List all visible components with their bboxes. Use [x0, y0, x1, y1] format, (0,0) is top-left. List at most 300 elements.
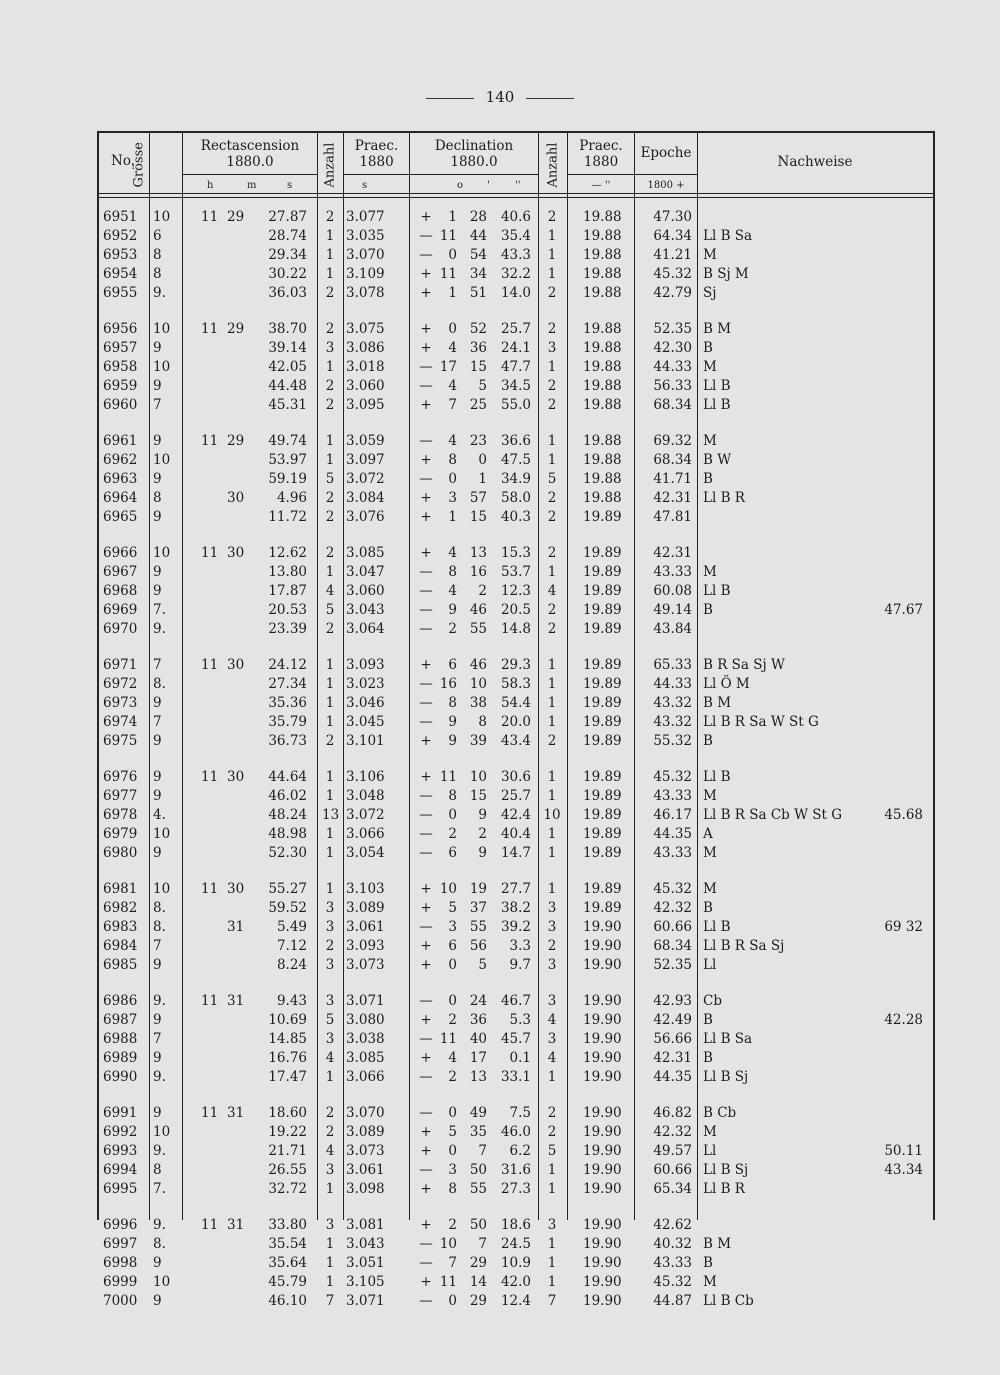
cell-decl-precession: 19.90 [583, 919, 622, 935]
cell-decl-degrees: 10 [439, 1236, 457, 1252]
cell-decl-precession: 19.89 [583, 676, 622, 692]
cell-decl-seconds: 27.7 [500, 881, 531, 897]
cell-decl-count: 10 [543, 807, 561, 823]
cell-ra-seconds: 48.98 [268, 826, 307, 842]
cell-decl-minutes: 52 [469, 321, 487, 337]
cell-decl-degrees: 10 [439, 881, 457, 897]
cell-star-number: 6985 [103, 957, 138, 973]
header-ra-unit-s: s [287, 180, 293, 191]
cell-references: B [703, 1050, 713, 1066]
cell-decl-minutes: 15 [469, 509, 487, 525]
cell-ra-count: 1 [325, 695, 335, 711]
cell-decl-degrees: 9 [448, 733, 457, 749]
cell-decl-degrees: 5 [448, 1124, 457, 1140]
cell-decl-seconds: 34.5 [500, 378, 531, 394]
cell-star-number: 6979 [103, 826, 138, 842]
cell-references: Ll B [703, 769, 731, 785]
cell-decl-count: 2 [547, 509, 557, 525]
cell-margin-note: 50.11 [884, 1143, 923, 1159]
cell-decl-seconds: 40.6 [500, 209, 531, 225]
cell-ra-seconds: 44.48 [268, 378, 307, 394]
cell-ra-count: 4 [325, 1050, 335, 1066]
cell-ra-precession: 3.097 [346, 452, 385, 468]
page-number-left-rule [426, 98, 474, 99]
cell-decl-minutes: 16 [469, 564, 487, 580]
cell-decl-minutes: 55 [469, 1181, 487, 1197]
cell-decl-sign: + [420, 733, 432, 749]
table-row [97, 1273, 933, 1292]
cell-ra-count: 5 [325, 1012, 335, 1028]
cell-ra-precession: 3.046 [346, 695, 385, 711]
cell-decl-minutes: 36 [469, 340, 487, 356]
table-row [97, 844, 933, 863]
cell-ra-count: 3 [325, 1031, 335, 1047]
table-row [97, 451, 933, 470]
cell-decl-sign: — [419, 845, 433, 861]
cell-star-number: 6990 [103, 1069, 138, 1085]
table-row [97, 544, 933, 563]
table-row [97, 992, 933, 1011]
header-groesse: Grösse [131, 142, 147, 188]
cell-decl-degrees: 3 [448, 490, 457, 506]
cell-epoch: 40.32 [653, 1236, 692, 1252]
cell-decl-minutes: 40 [469, 1031, 487, 1047]
cell-ra-seconds: 8.24 [276, 957, 307, 973]
table-row [97, 675, 933, 694]
cell-magnitude: 10 [153, 321, 171, 337]
cell-ra-minutes: 29 [227, 209, 245, 225]
cell-decl-count: 3 [547, 340, 557, 356]
cell-references: B [703, 733, 713, 749]
cell-ra-count: 2 [325, 509, 335, 525]
cell-decl-minutes: 39 [469, 733, 487, 749]
cell-references: B [703, 900, 713, 916]
cell-decl-seconds: 25.7 [500, 788, 531, 804]
cell-decl-minutes: 56 [469, 938, 487, 954]
cell-references: M [703, 881, 717, 897]
cell-ra-precession: 3.023 [346, 676, 385, 692]
cell-references: Ll B Sa [703, 1031, 753, 1047]
cell-ra-seconds: 35.36 [268, 695, 307, 711]
table-right-border [933, 131, 935, 1220]
cell-epoch: 42.49 [653, 1012, 692, 1028]
cell-ra-seconds: 55.27 [268, 881, 307, 897]
cell-magnitude: 9 [153, 509, 162, 525]
table-row [97, 320, 933, 339]
cell-ra-seconds: 24.12 [268, 657, 307, 673]
table-row [97, 768, 933, 787]
table-row [97, 713, 933, 732]
cell-magnitude: 10 [153, 1274, 171, 1290]
table-row [97, 1049, 933, 1068]
cell-epoch: 49.57 [653, 1143, 692, 1159]
cell-ra-hours: 11 [201, 1217, 219, 1233]
cell-references: B M [703, 695, 732, 711]
cell-decl-minutes: 14 [469, 1274, 487, 1290]
cell-star-number: 6954 [103, 266, 138, 282]
cell-ra-precession: 3.054 [346, 845, 385, 861]
cell-decl-seconds: 31.6 [500, 1162, 531, 1178]
cell-decl-count: 3 [547, 900, 557, 916]
cell-ra-seconds: 13.80 [268, 564, 307, 580]
cell-ra-count: 1 [325, 1181, 335, 1197]
cell-star-number: 6999 [103, 1274, 138, 1290]
cell-magnitude: 9 [153, 695, 162, 711]
cell-ra-precession: 3.059 [346, 433, 385, 449]
cell-star-number: 6996 [103, 1217, 138, 1233]
header-decl-unit-deg: o [457, 180, 464, 191]
cell-ra-count: 2 [325, 1105, 335, 1121]
cell-magnitude: 7. [153, 602, 166, 618]
unit-rule [568, 174, 634, 175]
cell-decl-seconds: 29.3 [500, 657, 531, 673]
cell-decl-count: 5 [547, 1143, 557, 1159]
catalog-table [97, 131, 933, 1309]
cell-decl-sign: + [420, 657, 432, 673]
cell-decl-sign: — [419, 1293, 433, 1309]
cell-decl-precession: 19.88 [583, 378, 622, 394]
cell-decl-count: 1 [547, 657, 557, 673]
cell-decl-precession: 19.89 [583, 826, 622, 842]
cell-decl-minutes: 23 [469, 433, 487, 449]
cell-epoch: 68.34 [653, 397, 692, 413]
cell-margin-note: 42.28 [884, 1012, 923, 1028]
cell-decl-seconds: 24.1 [500, 340, 531, 356]
cell-ra-precession: 3.070 [346, 247, 385, 263]
cell-references: M [703, 845, 717, 861]
cell-decl-seconds: 40.3 [500, 509, 531, 525]
cell-magnitude: 9. [153, 993, 166, 1009]
cell-decl-minutes: 50 [469, 1162, 487, 1178]
cell-references: Ll B Cb [703, 1293, 754, 1309]
cell-decl-sign: — [419, 695, 433, 711]
cell-decl-sign: + [420, 957, 432, 973]
cell-decl-precession: 19.88 [583, 247, 622, 263]
header-nachweise: Nachweise [777, 154, 853, 170]
cell-decl-precession: 19.90 [583, 1293, 622, 1309]
cell-decl-count: 1 [547, 769, 557, 785]
cell-decl-sign: — [419, 471, 433, 487]
header-praec2-title: Praec. [579, 138, 623, 154]
cell-magnitude: 7 [153, 938, 162, 954]
cell-ra-count: 1 [325, 676, 335, 692]
cell-decl-sign: + [420, 1217, 432, 1233]
cell-epoch: 47.30 [653, 209, 692, 225]
cell-decl-count: 3 [547, 957, 557, 973]
cell-decl-seconds: 55.0 [500, 397, 531, 413]
cell-star-number: 6957 [103, 340, 138, 356]
cell-decl-degrees: 11 [439, 769, 457, 785]
cell-decl-degrees: 0 [448, 957, 457, 973]
table-row [97, 899, 933, 918]
cell-references: A [703, 826, 713, 842]
cell-margin-note: 43.34 [884, 1162, 923, 1178]
cell-references: Ll [703, 1143, 717, 1159]
cell-epoch: 43.33 [653, 845, 692, 861]
cell-decl-minutes: 51 [469, 285, 487, 301]
cell-star-number: 6987 [103, 1012, 138, 1028]
cell-star-number: 6981 [103, 881, 138, 897]
cell-decl-degrees: 4 [448, 378, 457, 394]
cell-decl-sign: + [420, 1124, 432, 1140]
cell-magnitude: 8 [153, 247, 162, 263]
table-row [97, 825, 933, 844]
cell-star-number: 6997 [103, 1236, 138, 1252]
cell-references: B M [703, 321, 732, 337]
table-row [97, 470, 933, 489]
cell-decl-seconds: 43.4 [500, 733, 531, 749]
table-row [97, 787, 933, 806]
cell-ra-seconds: 36.73 [268, 733, 307, 749]
cell-references: M [703, 247, 717, 263]
cell-references: M [703, 359, 717, 375]
cell-epoch: 60.66 [653, 1162, 692, 1178]
table-row [97, 656, 933, 675]
cell-star-number: 6974 [103, 714, 138, 730]
cell-decl-count: 2 [547, 285, 557, 301]
cell-star-number: 6988 [103, 1031, 138, 1047]
cell-ra-seconds: 48.24 [268, 807, 307, 823]
cell-decl-precession: 19.89 [583, 733, 622, 749]
header-anzahl: Anzahl [322, 142, 338, 188]
cell-decl-degrees: 8 [448, 695, 457, 711]
cell-decl-count: 1 [547, 1181, 557, 1197]
cell-ra-precession: 3.060 [346, 583, 385, 599]
table-row [97, 1030, 933, 1049]
cell-ra-count: 1 [325, 433, 335, 449]
cell-decl-degrees: 4 [448, 545, 457, 561]
cell-decl-seconds: 14.8 [500, 621, 531, 637]
table-row [97, 1180, 933, 1199]
cell-ra-precession: 3.038 [346, 1031, 385, 1047]
cell-ra-count: 1 [325, 657, 335, 673]
cell-ra-seconds: 10.69 [268, 1012, 307, 1028]
cell-decl-count: 1 [547, 433, 557, 449]
cell-decl-sign: + [420, 509, 432, 525]
cell-decl-seconds: 9.7 [509, 957, 531, 973]
cell-decl-sign: — [419, 602, 433, 618]
cell-decl-count: 1 [547, 228, 557, 244]
cell-ra-hours: 11 [201, 545, 219, 561]
cell-magnitude: 9 [153, 340, 162, 356]
cell-ra-count: 1 [325, 228, 335, 244]
cell-star-number: 6969 [103, 602, 138, 618]
cell-ra-seconds: 16.76 [268, 1050, 307, 1066]
cell-ra-precession: 3.089 [346, 900, 385, 916]
cell-ra-count: 1 [325, 826, 335, 842]
cell-ra-hours: 11 [201, 993, 219, 1009]
cell-decl-seconds: 35.4 [500, 228, 531, 244]
cell-ra-seconds: 26.55 [268, 1162, 307, 1178]
cell-star-number: 6998 [103, 1255, 138, 1271]
cell-star-number: 6962 [103, 452, 138, 468]
cell-magnitude: 9 [153, 1012, 162, 1028]
cell-references: B [703, 602, 713, 618]
cell-decl-precession: 19.89 [583, 900, 622, 916]
cell-decl-sign: — [419, 621, 433, 637]
cell-decl-precession: 19.90 [583, 1050, 622, 1066]
cell-decl-sign: + [420, 285, 432, 301]
cell-magnitude: 9. [153, 1069, 166, 1085]
cell-ra-precession: 3.043 [346, 1236, 385, 1252]
cell-epoch: 42.93 [653, 993, 692, 1009]
cell-ra-seconds: 20.53 [268, 602, 307, 618]
cell-epoch: 42.31 [653, 1050, 692, 1066]
cell-decl-count: 2 [547, 209, 557, 225]
cell-decl-count: 1 [547, 247, 557, 263]
cell-star-number: 6976 [103, 769, 138, 785]
cell-decl-precession: 19.90 [583, 1217, 622, 1233]
cell-magnitude: 7 [153, 1031, 162, 1047]
cell-star-number: 6984 [103, 938, 138, 954]
cell-decl-minutes: 38 [469, 695, 487, 711]
cell-epoch: 55.32 [653, 733, 692, 749]
cell-decl-degrees: 8 [448, 788, 457, 804]
cell-decl-minutes: 24 [469, 993, 487, 1009]
cell-decl-sign: + [420, 1181, 432, 1197]
unit-rule [410, 174, 538, 175]
table-row [97, 1104, 933, 1123]
cell-ra-count: 2 [325, 1124, 335, 1140]
table-row [97, 956, 933, 975]
cell-decl-seconds: 38.2 [500, 900, 531, 916]
cell-ra-count: 3 [325, 900, 335, 916]
cell-ra-precession: 3.064 [346, 621, 385, 637]
cell-magnitude: 9 [153, 1050, 162, 1066]
cell-ra-minutes: 29 [227, 433, 245, 449]
cell-decl-precession: 19.88 [583, 359, 622, 375]
cell-ra-hours: 11 [201, 209, 219, 225]
cell-references: Ll B [703, 397, 731, 413]
cell-star-number: 6977 [103, 788, 138, 804]
cell-decl-minutes: 19 [469, 881, 487, 897]
cell-decl-count: 3 [547, 919, 557, 935]
cell-decl-degrees: 8 [448, 1181, 457, 1197]
cell-ra-count: 4 [325, 583, 335, 599]
cell-ra-count: 2 [325, 397, 335, 413]
cell-decl-count: 2 [547, 1105, 557, 1121]
cell-star-number: 6965 [103, 509, 138, 525]
cell-magnitude: 10 [153, 1124, 171, 1140]
cell-ra-seconds: 28.74 [268, 228, 307, 244]
cell-ra-seconds: 21.71 [268, 1143, 307, 1159]
cell-decl-sign: + [420, 1274, 432, 1290]
cell-magnitude: 9. [153, 1217, 166, 1233]
cell-references: Ll B [703, 919, 731, 935]
cell-ra-precession: 3.084 [346, 490, 385, 506]
cell-ra-seconds: 52.30 [268, 845, 307, 861]
cell-decl-seconds: 12.3 [500, 583, 531, 599]
table-row [97, 918, 933, 937]
cell-ra-count: 2 [325, 621, 335, 637]
table-row [97, 601, 933, 620]
cell-ra-precession: 3.098 [346, 1181, 385, 1197]
cell-magnitude: 9 [153, 1293, 162, 1309]
cell-ra-seconds: 35.79 [268, 714, 307, 730]
cell-ra-count: 2 [325, 285, 335, 301]
cell-ra-precession: 3.051 [346, 1255, 385, 1271]
cell-ra-precession: 3.060 [346, 378, 385, 394]
cell-decl-precession: 19.90 [583, 1162, 622, 1178]
cell-decl-count: 1 [547, 881, 557, 897]
cell-decl-minutes: 34 [469, 266, 487, 282]
cell-star-number: 6970 [103, 621, 138, 637]
cell-references: B M [703, 1236, 732, 1252]
cell-ra-seconds: 4.96 [276, 490, 307, 506]
cell-decl-degrees: 4 [448, 583, 457, 599]
table-row [97, 694, 933, 713]
cell-decl-minutes: 44 [469, 228, 487, 244]
cell-decl-degrees: 5 [448, 900, 457, 916]
cell-decl-degrees: 11 [439, 1274, 457, 1290]
cell-decl-seconds: 5.3 [509, 1012, 531, 1028]
cell-references: Ll B R Sa Sj [703, 938, 785, 954]
cell-decl-sign: — [419, 788, 433, 804]
table-row [97, 1235, 933, 1254]
cell-star-number: 6958 [103, 359, 138, 375]
cell-decl-precession: 19.89 [583, 509, 622, 525]
cell-decl-seconds: 30.6 [500, 769, 531, 785]
cell-ra-precession: 3.076 [346, 509, 385, 525]
cell-decl-precession: 19.89 [583, 807, 622, 823]
cell-ra-count: 2 [325, 490, 335, 506]
cell-decl-seconds: 53.7 [500, 564, 531, 580]
cell-star-number: 6978 [103, 807, 138, 823]
table-row [97, 732, 933, 751]
cell-ra-seconds: 30.22 [268, 266, 307, 282]
cell-decl-seconds: 46.0 [500, 1124, 531, 1140]
cell-ra-seconds: 23.39 [268, 621, 307, 637]
cell-ra-precession: 3.073 [346, 1143, 385, 1159]
cell-references: Sj [703, 285, 717, 301]
cell-ra-precession: 3.061 [346, 1162, 385, 1178]
cell-ra-seconds: 45.79 [268, 1274, 307, 1290]
header-praec2-epoch: 1880 [583, 154, 619, 170]
cell-star-number: 6964 [103, 490, 138, 506]
cell-magnitude: 8. [153, 676, 166, 692]
cell-decl-count: 1 [547, 564, 557, 580]
cell-decl-seconds: 54.4 [500, 695, 531, 711]
header-ra-title: Rectascension [200, 138, 300, 154]
cell-decl-count: 2 [547, 733, 557, 749]
cell-ra-count: 7 [325, 1293, 335, 1309]
cell-decl-count: 1 [547, 826, 557, 842]
cell-ra-seconds: 11.72 [268, 509, 307, 525]
cell-ra-seconds: 17.87 [268, 583, 307, 599]
cell-decl-sign: — [419, 993, 433, 1009]
cell-references: B [703, 1012, 713, 1028]
cell-ra-count: 5 [325, 471, 335, 487]
cell-ra-minutes: 30 [227, 657, 245, 673]
cell-ra-count: 1 [325, 1255, 335, 1271]
cell-star-number: 6961 [103, 433, 138, 449]
cell-star-number: 6986 [103, 993, 138, 1009]
cell-ra-precession: 3.073 [346, 957, 385, 973]
cell-decl-sign: — [419, 714, 433, 730]
header-decl-unit-sec: '' [515, 180, 521, 191]
cell-epoch: 42.30 [653, 340, 692, 356]
cell-decl-minutes: 15 [469, 359, 487, 375]
unit-rule [635, 174, 697, 175]
cell-decl-count: 2 [547, 938, 557, 954]
cell-decl-minutes: 9 [478, 807, 487, 823]
cell-magnitude: 9 [153, 378, 162, 394]
cell-references: B [703, 340, 713, 356]
cell-decl-degrees: 0 [448, 1105, 457, 1121]
cell-decl-sign: + [420, 900, 432, 916]
cell-decl-count: 3 [547, 1031, 557, 1047]
cell-decl-sign: — [419, 919, 433, 935]
